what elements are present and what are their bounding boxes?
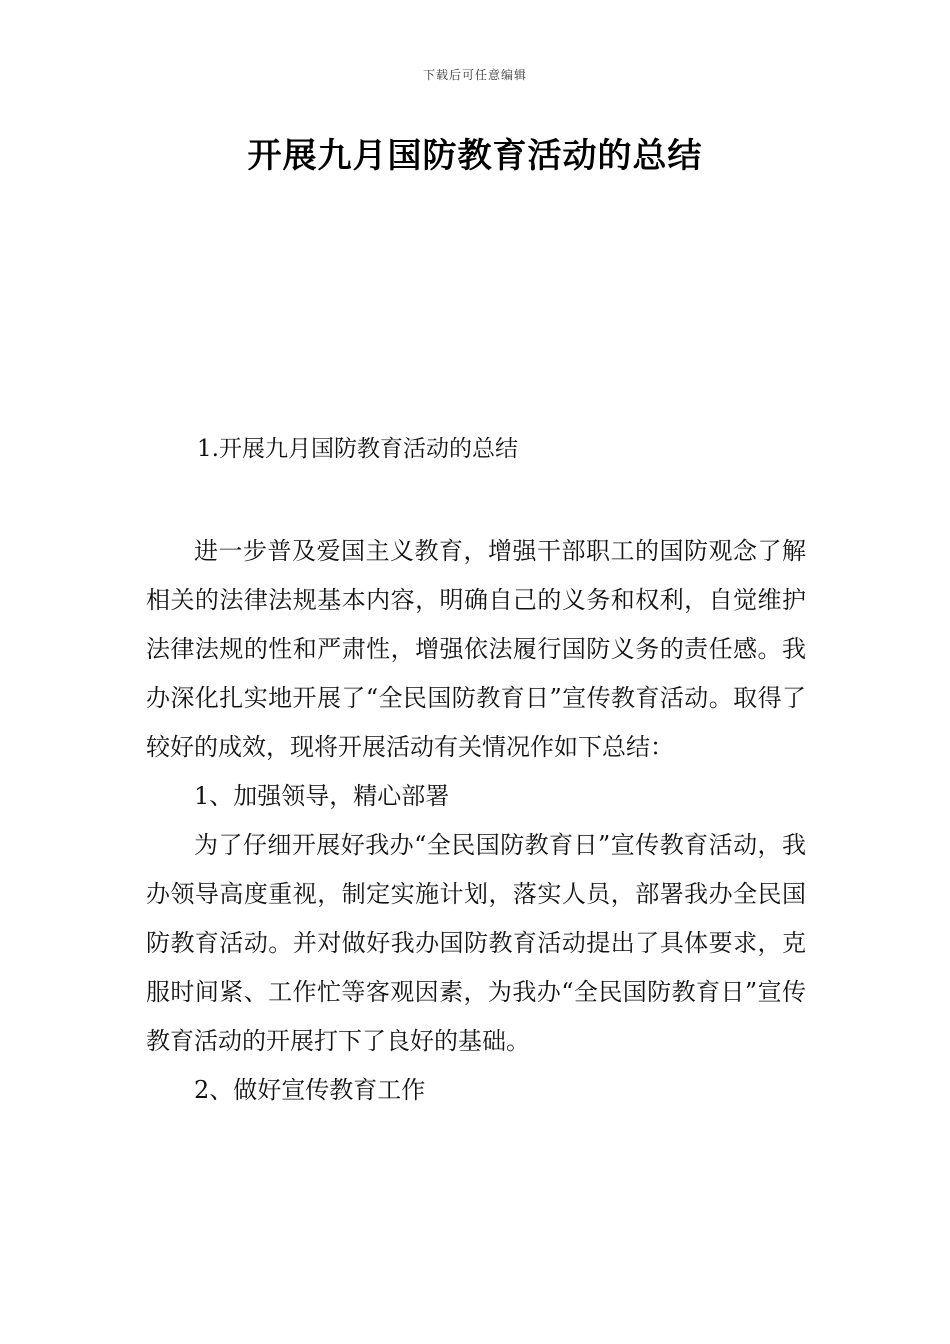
body-paragraph: 2、做好宣传教育工作 <box>194 1076 426 1104</box>
document-body <box>146 527 806 1115</box>
body-paragraph: 为了仔细开展好我办“全民国防教育日”宣传教育活动，我办领导高度重视，制定实施计划，落实人员，部署我办全民国防教育活动。并对做好我办国防教育活动提出了具体要求，克服时间紧、工作忙等客观因素，为我办“全民国防教育日”宣传教育活动的开展打下了良好的基础。 <box>146 831 806 1055</box>
header-note: 下载后可任意编辑 <box>422 68 527 82</box>
body-paragraph: 1、加强领导，精心部署 <box>194 782 450 810</box>
section-heading: 1.开展九月国防教育活动的总结 <box>197 436 518 462</box>
document-title: 开展九月国防教育活动的总结 <box>247 136 703 176</box>
body-paragraph: 进一步普及爱国主义教育，增强干部职工的国防观念了解相关的法律法规基本内容，明确自己的义务和权利，自觉维护 法律法规的性和严肃性，增强依法履行国防义务的责任感。我办深化扎实地开展了“全民国防教育日”宣传教育活动。取得了较好的成效，现将开展活动有关情况作如下总结： <box>146 537 806 761</box>
